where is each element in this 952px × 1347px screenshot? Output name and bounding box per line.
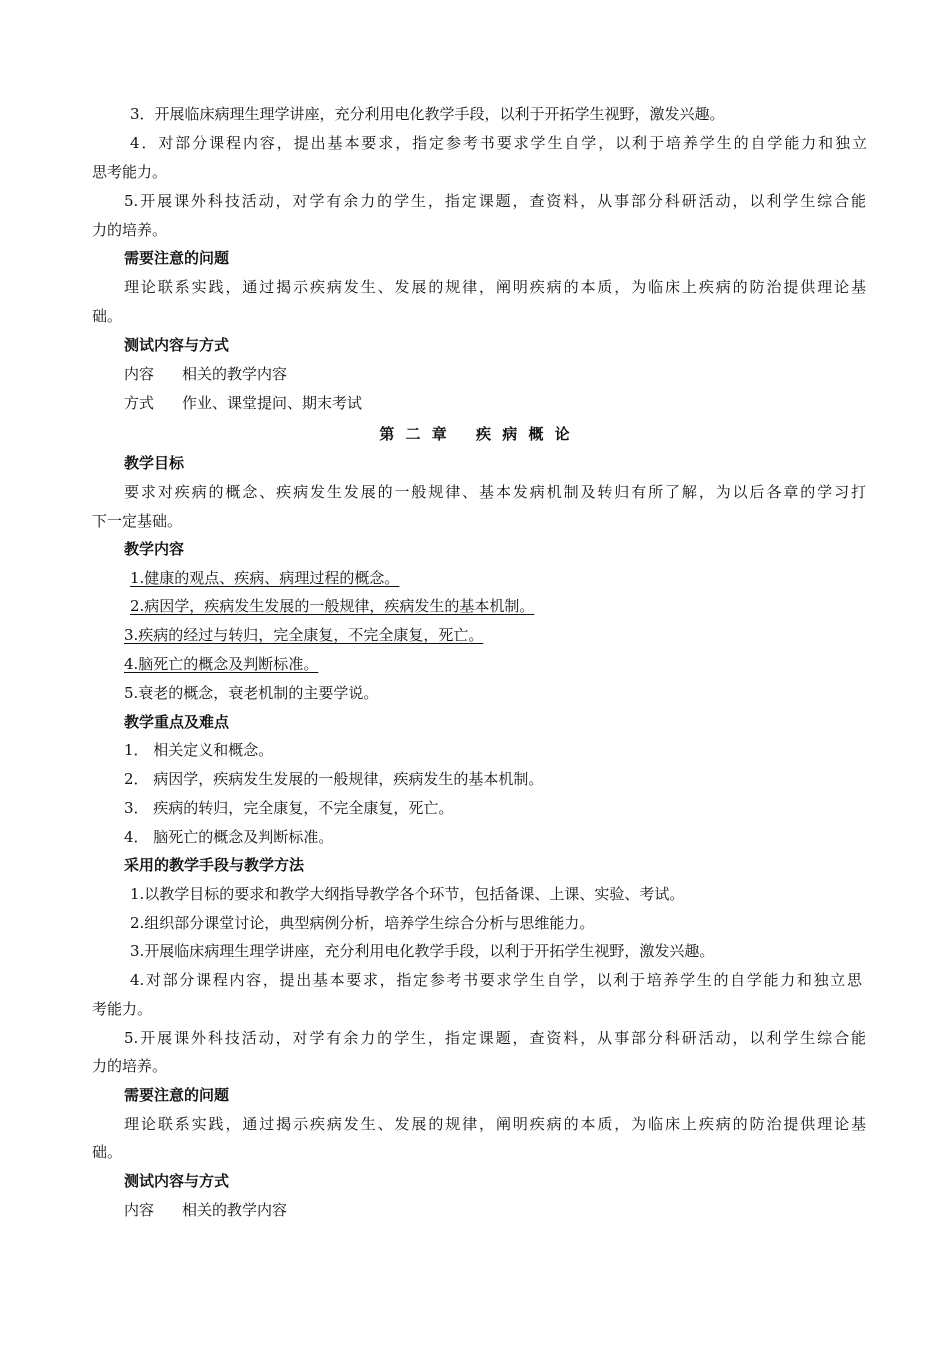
key-item: 4． 脑死亡的概念及判断标准。: [124, 828, 334, 846]
method-item-3: 3．开展临床病理生理学讲座，充分利用电化教学手段，以利于开拓学生视野，激发兴趣。: [130, 105, 725, 123]
test-content-row: [124, 360, 899, 388]
content-item-text: 2.病因学，疾病发生发展的一般规律，疾病发生的基本机制。: [130, 597, 535, 615]
key-heading: 教学重点及难点: [124, 713, 230, 731]
chapter-title: 第 二 章 疾 病 概 论: [379, 425, 573, 443]
notes-text: 理论联系实践，通过揭示疾病发生、发展的规律，阐明疾病的本质，为临床上疾病的防治提供理论基: [124, 278, 866, 296]
goal-text: 要求对疾病的概念、疾病发生发展的一般规律、基本发病机制及转归有所了解，为以后各章的学习打: [124, 483, 866, 501]
method-item-5-cont: 力的培养。: [92, 221, 168, 239]
notes-heading: 需要注意的问题: [124, 1086, 230, 1104]
content-item: [124, 621, 899, 649]
test-heading: 测试内容与方式: [124, 336, 230, 354]
method-item-5: 5.开展课外科技活动，对学有余力的学生，指定课题，查资料，从事部分科研活动，以利学生综合能: [124, 192, 866, 210]
method-item-4-cont: 思考能力。: [92, 163, 168, 181]
key-item: 3． 疾病的转归，完全康复，不完全康复，死亡。: [124, 799, 454, 817]
content-item-text: 1.健康的观点、疾病、病理过程的概念。: [130, 569, 400, 587]
notes-text-cont: 础。: [92, 307, 123, 325]
test-method-value: 作业、课堂提问、期末考试: [182, 394, 363, 412]
method-item-2: 2.组织部分课堂讨论，典型病例分析，培养学生综合分析与思维能力。: [130, 914, 595, 932]
goal-heading: 教学目标: [124, 454, 185, 472]
notes-text-cont: 础。: [92, 1143, 123, 1161]
key-item: 1． 相关定义和概念。: [124, 741, 274, 759]
test-method-row: [124, 389, 899, 417]
content-item-text: 3.疾病的经过与转归，完全康复，不完全康复，死亡。: [124, 626, 484, 644]
key-item: 2． 病因学，疾病发生发展的一般规律，疾病发生的基本机制。: [124, 770, 544, 788]
method-item-4-cont: 考能力。: [92, 1000, 153, 1018]
content-item: [130, 592, 905, 620]
test-heading: 测试内容与方式: [124, 1172, 230, 1190]
test-content-row: [124, 1196, 899, 1224]
content-item: [124, 650, 899, 678]
method-heading: 采用的教学手段与教学方法: [124, 856, 305, 874]
notes-heading: 需要注意的问题: [124, 249, 230, 267]
method-item-1: 1.以教学目标的要求和教学大纲指导教学各个环节，包括备课、上课、实验、考试。: [130, 885, 685, 903]
test-method-label: 方式: [124, 394, 155, 412]
test-content-value: 相关的教学内容: [182, 365, 288, 383]
content-item: [130, 564, 905, 592]
method-item-5-cont: 力的培养。: [92, 1057, 168, 1075]
method-item-4: 4．对部分课程内容，提出基本要求，指定参考书要求学生自学，以利于培养学生的自学能力和独立: [130, 134, 867, 152]
content-item-text: 4.脑死亡的概念及判断标准。: [124, 655, 319, 673]
method-item-3: 3.开展临床病理生理学讲座，充分利用电化教学手段，以利于开拓学生视野，激发兴趣。: [130, 942, 715, 960]
notes-text: 理论联系实践，通过揭示疾病发生、发展的规律，阐明疾病的本质，为临床上疾病的防治提供理论基: [124, 1115, 866, 1133]
content-heading: 教学内容: [124, 540, 185, 558]
test-content-label: 内容: [124, 365, 155, 383]
method-item-5: 5.开展课外科技活动，对学有余力的学生，指定课题，查资料，从事部分科研活动，以利学生综合能: [124, 1029, 866, 1047]
test-content-label: 内容: [124, 1201, 155, 1219]
content-item: 5.衰老的概念，衰老机制的主要学说。: [124, 684, 379, 702]
test-content-value: 相关的教学内容: [182, 1201, 288, 1219]
method-item-4: 4.对部分课程内容，提出基本要求，指定参考书要求学生自学，以利于培养学生的自学能力和独立思: [130, 971, 862, 989]
goal-text-cont: 下一定基础。: [92, 512, 183, 530]
